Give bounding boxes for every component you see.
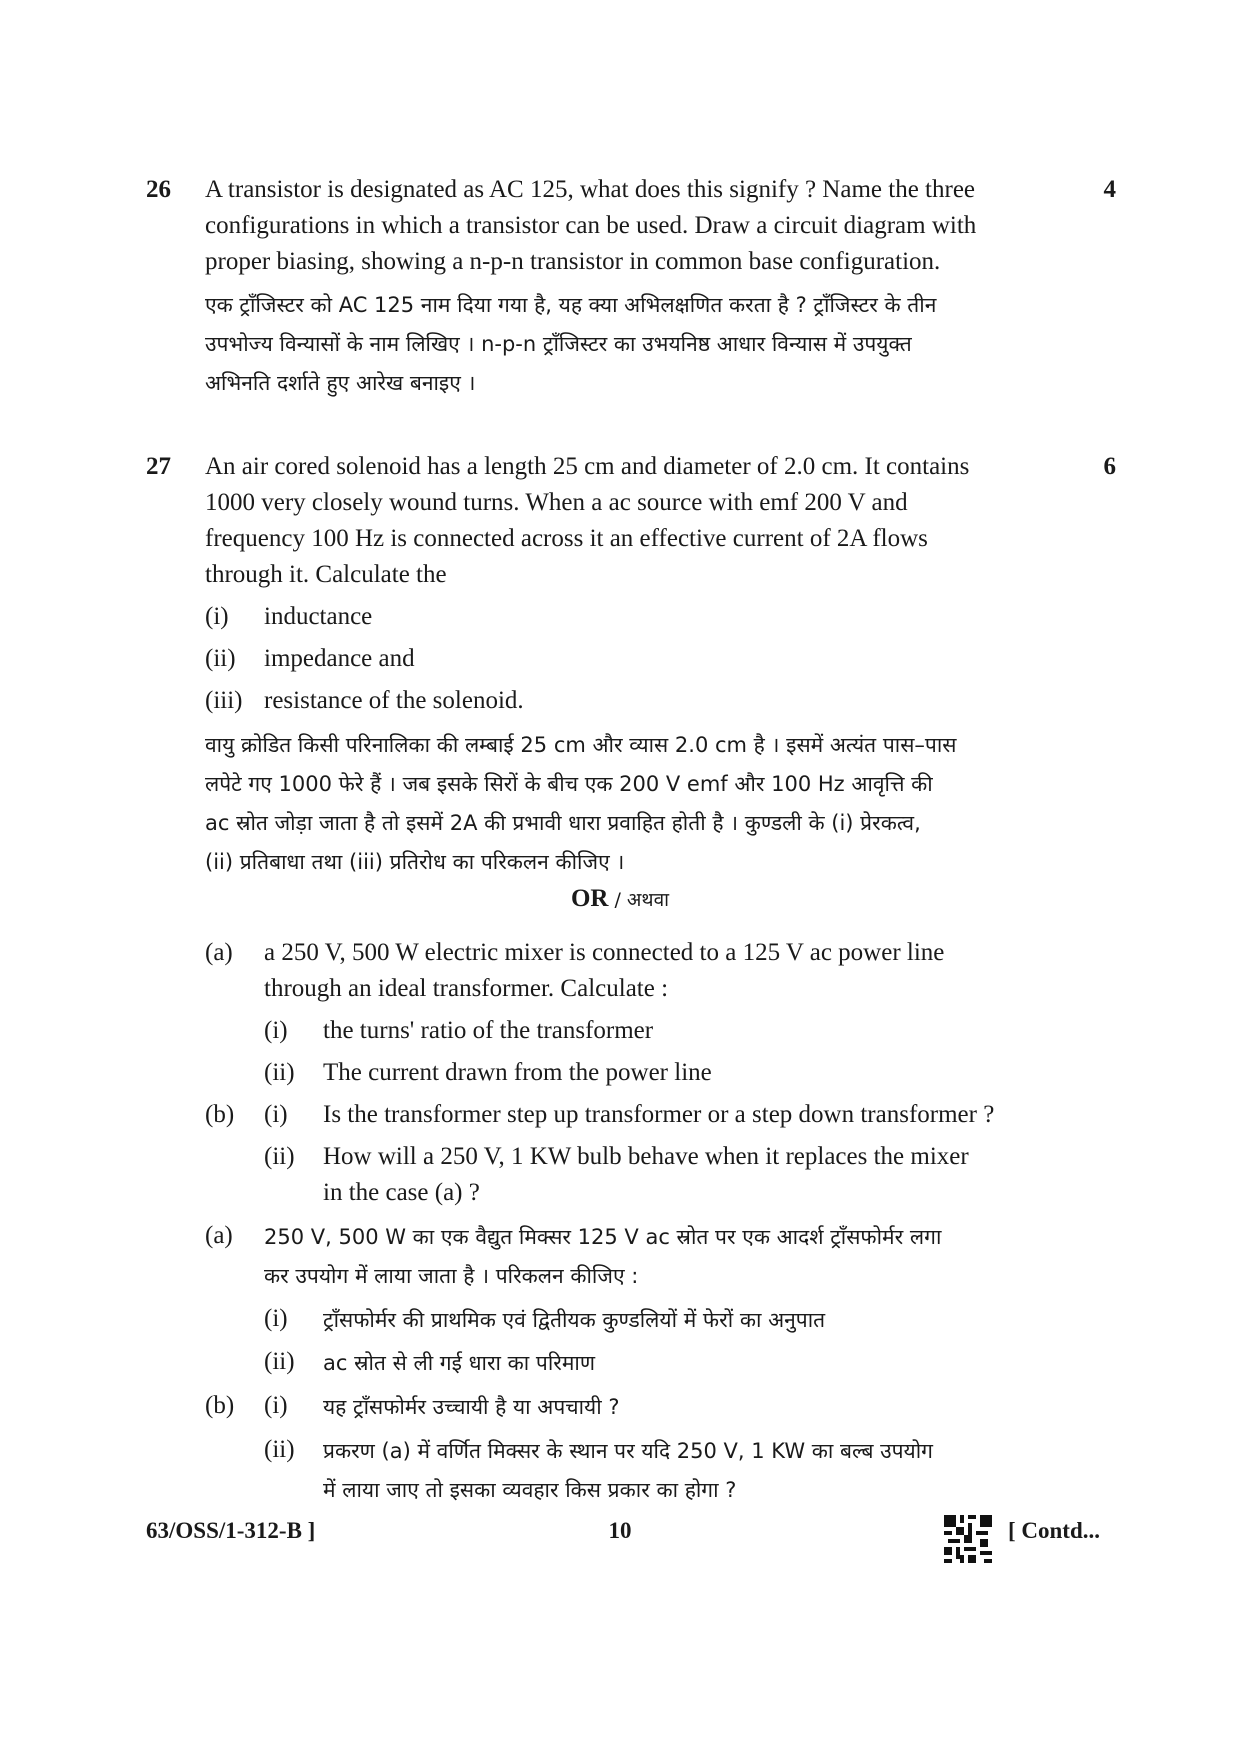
question-27-marks: 6 xyxy=(1103,453,1116,480)
qr-code-icon xyxy=(944,1515,992,1563)
alt-hi-a-line: कर उपयोग में लाया जाता है । परिकलन कीजिए : xyxy=(264,1264,639,1288)
part-label: (a) xyxy=(205,1222,233,1249)
alt-hi-a-line: 250 V, 500 W का एक वैद्युत मिक्सर 125 V ac स्रोत पर एक आदर्श ट्राँसफोर्मर लगा xyxy=(264,1225,942,1249)
alt-a-line: through an ideal transformer. Calculate : xyxy=(264,975,669,1002)
question-27-number: 27 xyxy=(146,453,171,480)
part-label: (a) xyxy=(205,939,233,966)
paper-code: 63/OSS/1-312-B ] xyxy=(146,1518,316,1543)
part-label: (i) xyxy=(264,1305,288,1332)
or-label: OR xyxy=(570,885,609,912)
part-label: (b) xyxy=(205,1101,235,1128)
alt-a-line: a 250 V, 500 W electric mixer is connected to a 125 V ac power line xyxy=(264,939,945,966)
alt-b-i: Is the transformer step up transformer or a step down transformer ? xyxy=(323,1101,995,1128)
or-hindi-label: / अथवा xyxy=(608,889,670,911)
part-label: (i) xyxy=(264,1101,288,1128)
question-26-hindi-line: उपभोज्य विन्यासों के नाम लिखिए । n-p-n ट्राँजिस्टर का उभयनिष्ठ आधार विन्यास में उपयुक्त xyxy=(205,332,912,356)
part-label: (i) xyxy=(264,1017,288,1044)
question-27-hindi-line: वायु क्रोडित किसी परिनालिका की लम्बाई 25 cm और व्यास 2.0 cm है । इसमें अत्यंत पास–पास xyxy=(205,733,957,757)
alt-hi-a-ii: ac स्रोत से ली गई धारा का परिमाण xyxy=(323,1351,596,1375)
part-label: (iii) xyxy=(205,687,243,714)
alt-hi-b-ii-line: प्रकरण (a) में वर्णित मिक्सर के स्थान पर यदि 250 V, 1 KW का बल्ब उपयोग xyxy=(323,1439,934,1463)
part-label: (ii) xyxy=(264,1348,295,1375)
part-text: impedance and xyxy=(264,645,415,672)
part-label: (b) xyxy=(205,1392,235,1419)
question-26-english-line: configurations in which a transistor can be used. Draw a circuit diagram with xyxy=(205,212,977,239)
part-text: resistance of the solenoid. xyxy=(264,687,524,714)
alt-hi-a-i: ट्राँसफोर्मर की प्राथमिक एवं द्वितीयक कुण्डलियों में फेरों का अनुपात xyxy=(323,1308,826,1332)
or-divider xyxy=(0,885,1240,913)
part-label: (ii) xyxy=(264,1143,295,1170)
question-26-english-line: proper biasing, showing a n-p-n transistor in common base configuration. xyxy=(205,248,941,275)
continued-label: [ Contd... xyxy=(1008,1518,1101,1543)
question-26-hindi-line: अभिनति दर्शाते हुए आरेख बनाइए । xyxy=(205,371,476,395)
question-27-english-line: through it. Calculate the xyxy=(205,561,447,588)
alt-b-ii-line: How will a 250 V, 1 KW bulb behave when it replaces the mixer xyxy=(323,1143,969,1170)
part-label: (ii) xyxy=(264,1059,295,1086)
part-label: (i) xyxy=(264,1392,288,1419)
alt-b-ii-line: in the case (a) ? xyxy=(323,1179,480,1206)
alt-hi-b-i: यह ट्राँसफोर्मर उच्चायी है या अपचायी ? xyxy=(323,1395,620,1419)
alt-a-ii: The current drawn from the power line xyxy=(323,1059,712,1086)
part-label: (ii) xyxy=(205,645,236,672)
part-label: (ii) xyxy=(264,1436,295,1463)
page-number: 10 xyxy=(608,1518,632,1543)
question-27-english-line: An air cored solenoid has a length 25 cm and diameter of 2.0 cm. It contains xyxy=(205,453,970,480)
part-label: (i) xyxy=(205,603,229,630)
question-27-hindi-line: ac स्रोत जोड़ा जाता है तो इसमें 2A की प्रभावी धारा प्रवाहित होती है । कुण्डली के (i) प्रेरकत्व, xyxy=(205,811,921,835)
alt-hi-b-ii-line: में लाया जाए तो इसका व्यवहार किस प्रकार का होगा ? xyxy=(323,1478,737,1502)
question-26-hindi-line: एक ट्राँजिस्टर को AC 125 नाम दिया गया है, यह क्या अभिलक्षणित करता है ? ट्राँजिस्टर के तीन xyxy=(205,293,937,317)
question-26-number: 26 xyxy=(146,176,171,203)
question-27-hindi-line: लपेटे गए 1000 फेरे हैं । जब इसके सिरों के बीच एक 200 V emf और 100 Hz आवृत्ति की xyxy=(205,772,933,796)
question-27-english-line: frequency 100 Hz is connected across it an effective current of 2A flows xyxy=(205,525,928,552)
part-text: inductance xyxy=(264,603,373,630)
question-27-hindi-line: (ii) प्रतिबाधा तथा (iii) प्रतिरोध का परिकलन कीजिए । xyxy=(205,850,625,874)
question-26-english-line: A transistor is designated as AC 125, what does this signify ? Name the three xyxy=(205,176,976,203)
question-26-marks: 4 xyxy=(1103,176,1116,203)
question-27-english-line: 1000 very closely wound turns. When a ac source with emf 200 V and xyxy=(205,489,908,516)
alt-a-i: the turns' ratio of the transformer xyxy=(323,1017,654,1044)
